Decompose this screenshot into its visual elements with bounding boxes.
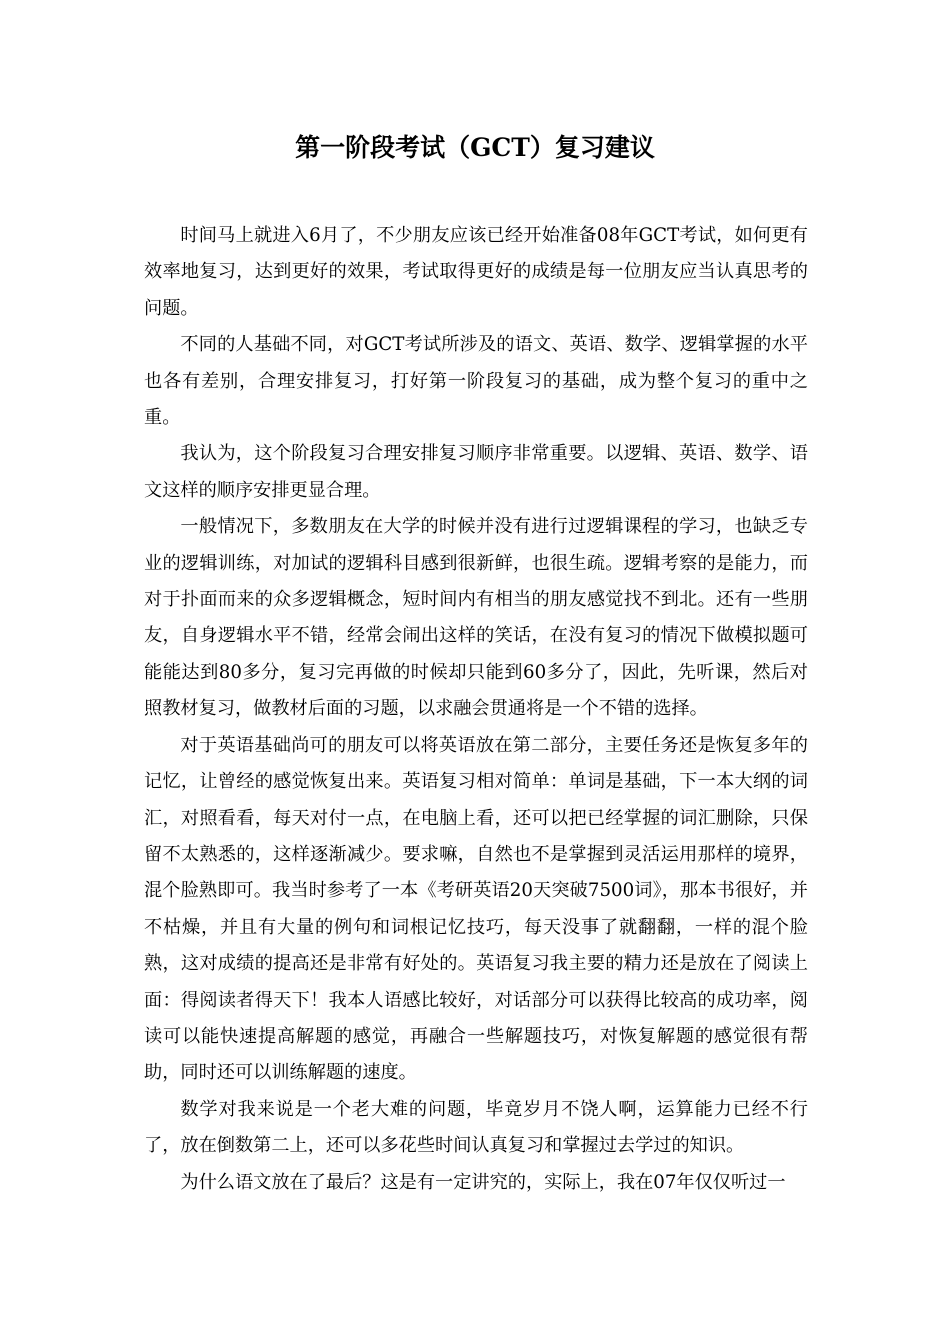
paragraph-math: 数学对我来说是一个老大难的问题，毕竟岁月不饶人啊，运算能力已经不行了，放在倒数第二上，还可以多花些时间认真复习和掌握过去学过的知识。: [144, 1098, 808, 1157]
paragraph-chinese: 为什么语文放在了最后？这是有一定讲究的，实际上，我在07年仅仅听过一: [180, 1171, 786, 1193]
paragraph-foundation: 不同的人基础不同，对GCT考试所涉及的语文、英语、数学、逻辑掌握的水平也各有差别，合理安排复习，打好第一阶段复习的基础，成为整个复习的重中之重。: [144, 334, 808, 429]
paragraph-order: 我认为，这个阶段复习合理安排复习顺序非常重要。以逻辑、英语、数学、语文这样的顺序安排更显合理。: [144, 443, 808, 501]
paragraph-english: 对于英语基础尚可的朋友可以将英语放在第二部分，主要任务还是恢复多年的记忆，让曾经的感觉恢复出来。英语复习相对简单：单词是基础，下一本大纲的词汇，对照看看，每天对付一点，在电脑上看，还可以把已经掌握的词汇删除，只保留不太熟悉的，这样逐渐减少。要求嘛，自然也不是掌握到灵活运用那样的境界，混个脸熟即可。我当时参考了一本《考研英语20天突破7500词》，那本书很好，并不枯燥，并且有大量的例句和词根记忆技巧，每天没事了就翻翻，一样的混个脸熟，这对成绩的提高还是非常有好处的。英语复习我主要的精力还是放在了阅读上面：得阅读者得天下！我本人语感比较好，对话部分可以获得比较高的成功率，阅读可以能快速提高解题的感觉，再融合一些解题技巧，对恢复解题的感觉很有帮助，同时还可以训练解题的速度。: [144, 734, 808, 1084]
paragraph-intro: 时间马上就进入6月了，不少朋友应该已经开始准备08年GCT考试，如何更有效率地复习，达到更好的效果，考试取得更好的成绩是每一位朋友应当认真思考的问题。: [144, 225, 808, 319]
document-title: 第一阶段考试（GCT）复习建议: [295, 133, 655, 162]
document-body: [144, 218, 808, 1201]
paragraph-logic: 一般情况下，多数朋友在大学的时候并没有进行过逻辑课程的学习，也缺乏专业的逻辑训练，对加试的逻辑科目感到很新鲜，也很生疏。逻辑考察的是能力，而对于扑面而来的众多逻辑概念，短时间内有相当的朋友感觉找不到北。还有一些朋友，自身逻辑水平不错，经常会闹出这样的笑话，在没有复习的情况下做模拟题可能能达到80多分，复习完再做的时候却只能到60多分了，因此，先听课，然后对照教材复习，做教材后面的习题，以求融会贯通将是一个不错的选择。: [144, 516, 808, 720]
